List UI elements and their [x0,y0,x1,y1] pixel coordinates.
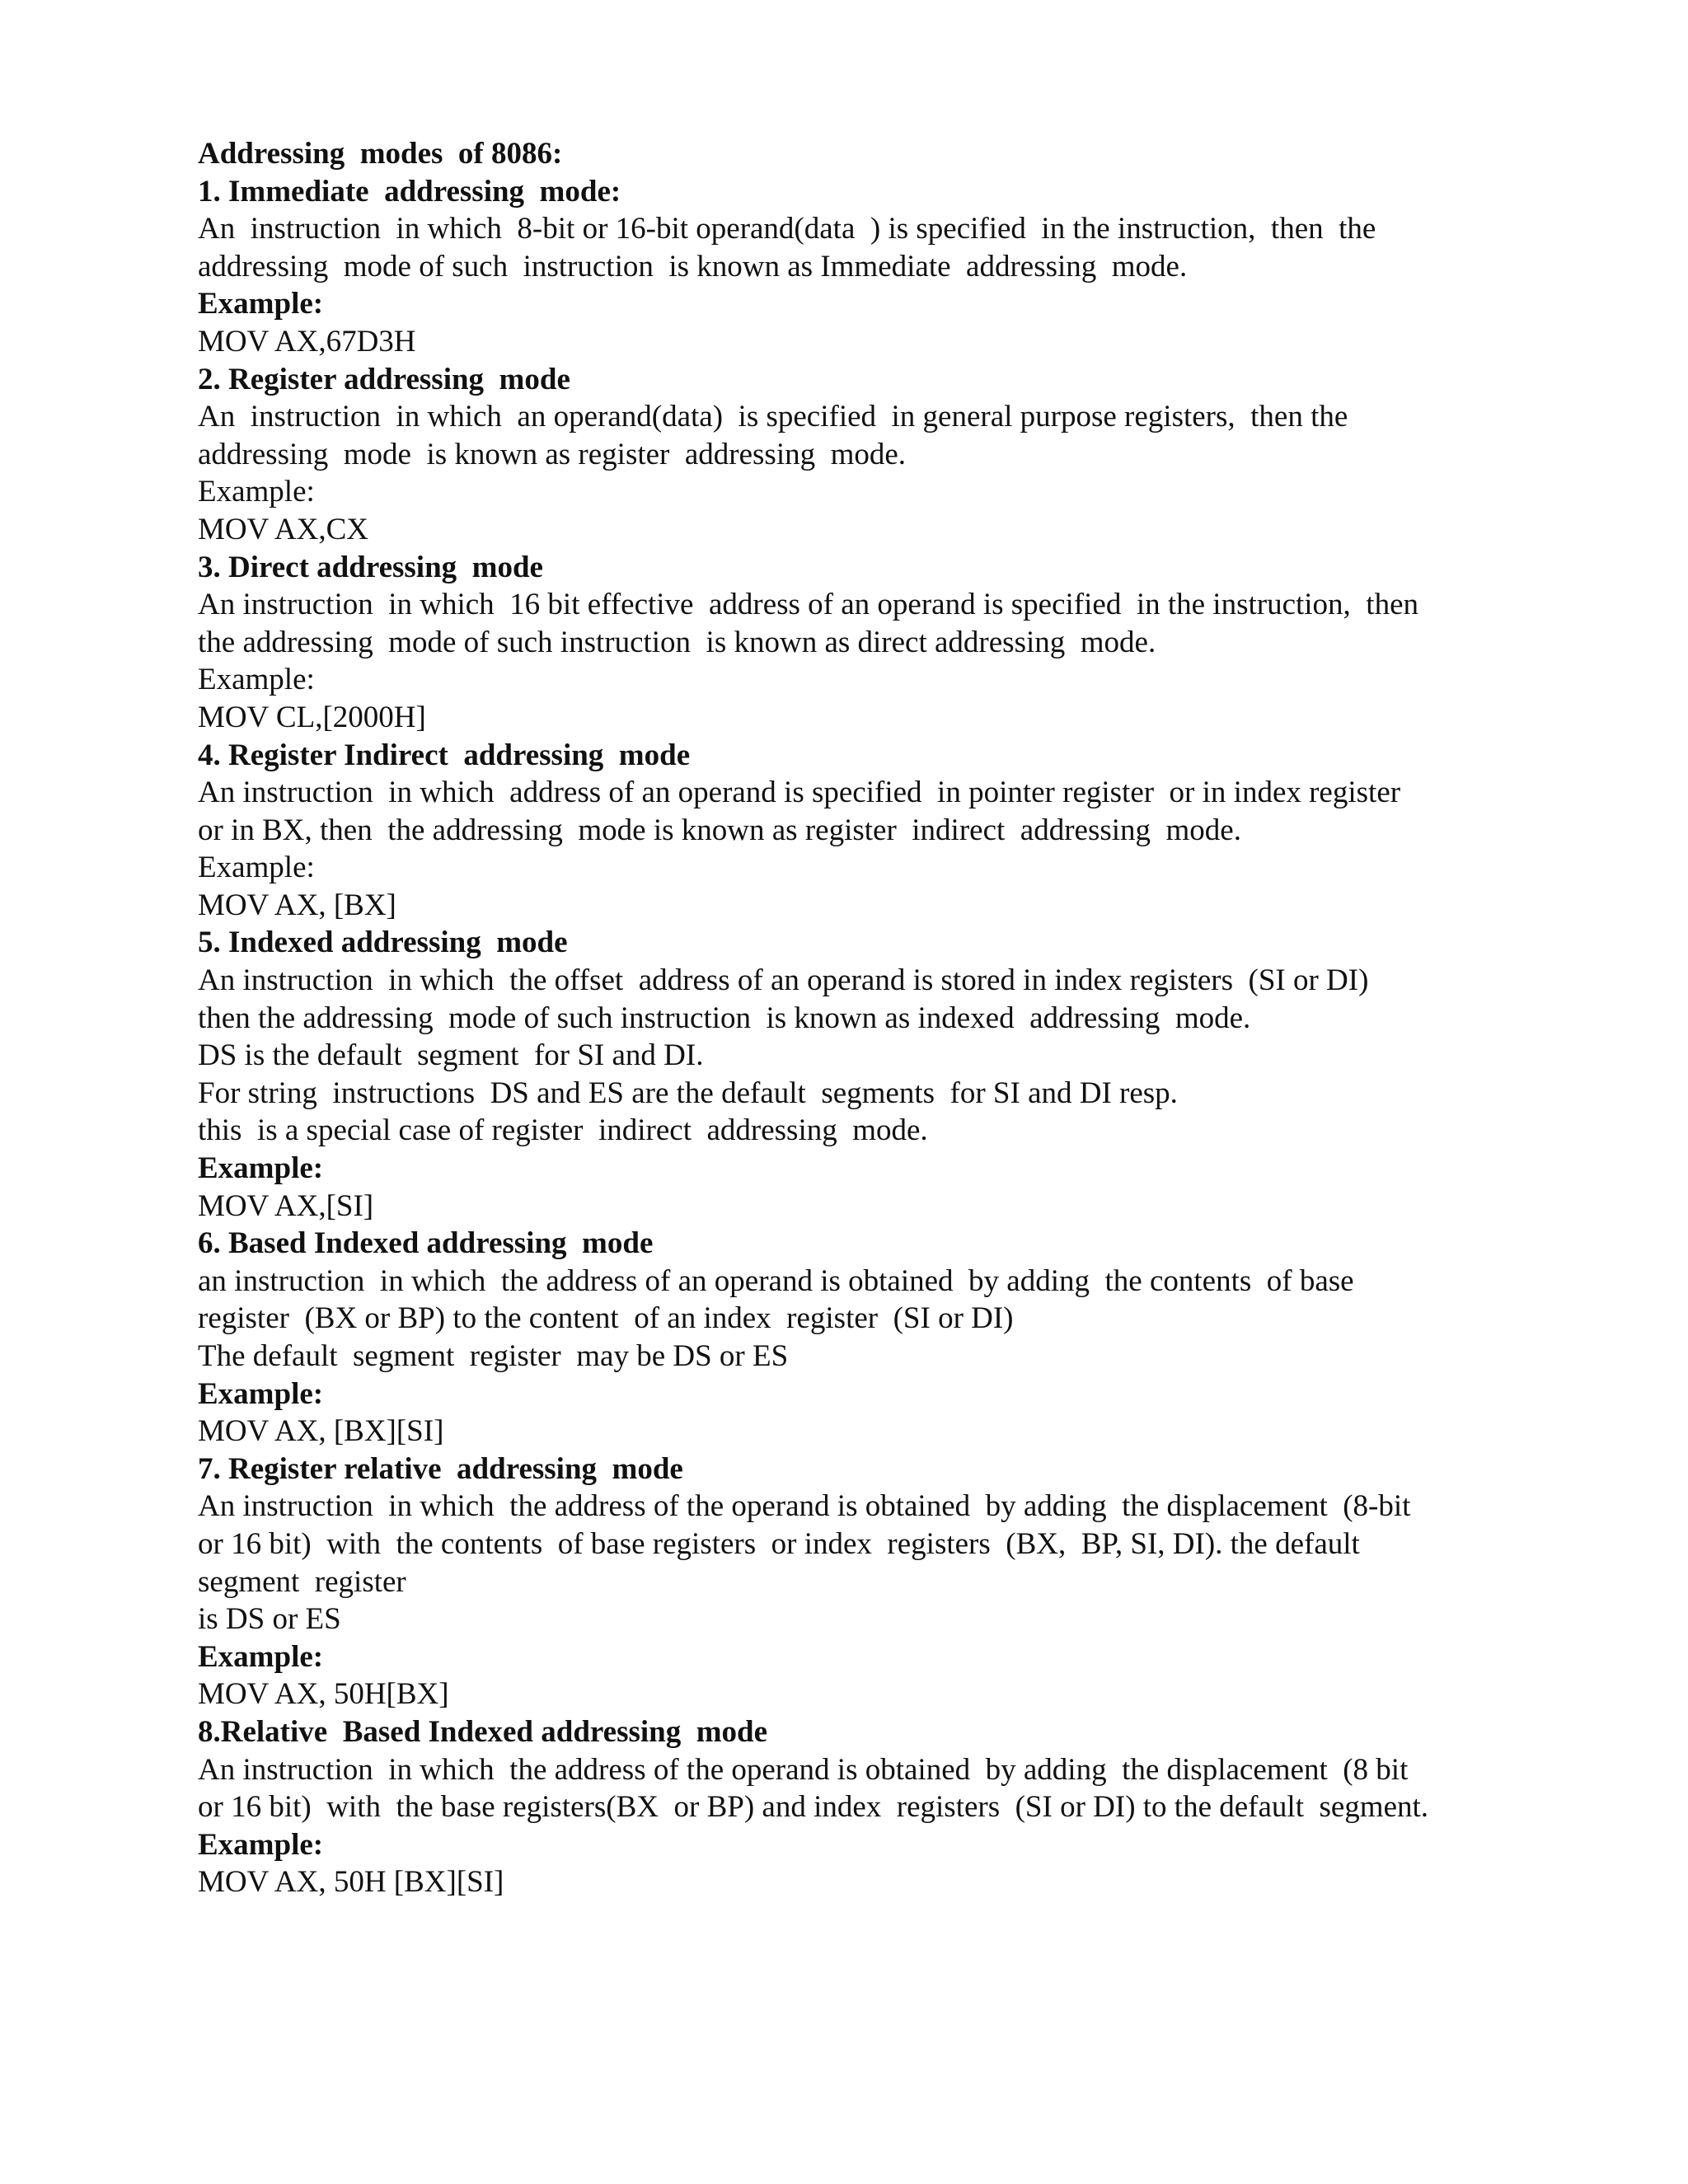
text-line: then the addressing mode of such instruction is known as indexed addressing mode. [198,1001,1251,1035]
text-line: register (BX or BP) to the content of an index register (SI or DI) [198,1301,1014,1336]
text-line: For string instructions DS and ES are the default segments for SI and DI resp. [198,1076,1178,1110]
text-line: or in BX, then the addressing mode is known as register indirect addressing mode. [198,813,1241,847]
heading-line: 3. Direct addressing mode [198,550,543,584]
heading-line: Example: [198,1151,324,1186]
text-line: Example: [198,851,315,885]
text-line: MOV CL,[2000H] [198,700,426,734]
text-line: or 16 bit) with the base registers(BX or BP) and index registers (SI or DI) to the default segment. [198,1790,1429,1825]
heading-line: Example: [198,287,324,321]
text-line: segment register [198,1564,406,1599]
text-line: MOV AX, [BX][SI] [198,1414,444,1449]
heading-line: Addressing modes of 8086: [198,137,563,171]
text-line: MOV AX, 50H[BX] [198,1677,449,1712]
heading-line: 8.Relative Based Indexed addressing mode [198,1714,768,1749]
text-line: An instruction in which 8-bit or 16-bit operand(data ) is specified in the instruction, then the [198,212,1376,246]
text-line: this is a special case of register indirect addressing mode. [198,1113,928,1148]
text-line: An instruction in which 16 bit effective address of an operand is specified in the instruction, then [198,588,1419,622]
text-line: MOV AX, [BX] [198,888,396,922]
heading-line: Example: [198,1639,324,1674]
text-line: An instruction in which address of an operand is specified in pointer register or in index register [198,776,1401,810]
heading-line: Example: [198,1827,324,1862]
text-line: an instruction in which the address of an operand is obtained by adding the contents of base [198,1263,1354,1298]
document-page [198,135,1517,1901]
heading-line: 1. Immediate addressing mode: [198,174,621,209]
text-line: The default segment register may be DS or ES [198,1339,789,1373]
heading-line: 6. Based Indexed addressing mode [198,1226,654,1261]
heading-line: 5. Indexed addressing mode [198,926,568,960]
text-line: addressing mode is known as register addressing mode. [198,437,907,471]
text-line: MOV AX,67D3H [198,324,416,359]
text-line: Example: [198,475,315,509]
text-line: the addressing mode of such instruction is known as direct addressing mode. [198,625,1156,659]
text-line: An instruction in which the address of the operand is obtained by adding the displacement (8 bit [198,1752,1409,1787]
heading-line: Example: [198,1376,324,1411]
text-line: or 16 bit) with the contents of base registers or index registers (BX, BP, SI, DI). the default [198,1526,1360,1561]
text-line: Example: [198,663,315,697]
text-line: is DS or ES [198,1602,341,1637]
heading-line: 4. Register Indirect addressing mode [198,738,691,772]
text-line: MOV AX,[SI] [198,1188,374,1223]
text-line: addressing mode of such instruction is known as Immediate addressing mode. [198,249,1188,284]
heading-line: 2. Register addressing mode [198,362,570,396]
heading-line: 7. Register relative addressing mode [198,1451,683,1486]
text-line: MOV AX, 50H [BX][SI] [198,1865,504,1900]
text-line: MOV AX,CX [198,512,368,546]
text-line: DS is the default segment for SI and DI. [198,1038,704,1073]
text-line: An instruction in which the offset address of an operand is stored in index registers (SI or DI) [198,963,1369,998]
text-line: An instruction in which an operand(data) is specified in general purpose registers, then the [198,400,1348,434]
text-line: An instruction in which the address of the operand is obtained by adding the displacement (8-bit [198,1489,1411,1524]
